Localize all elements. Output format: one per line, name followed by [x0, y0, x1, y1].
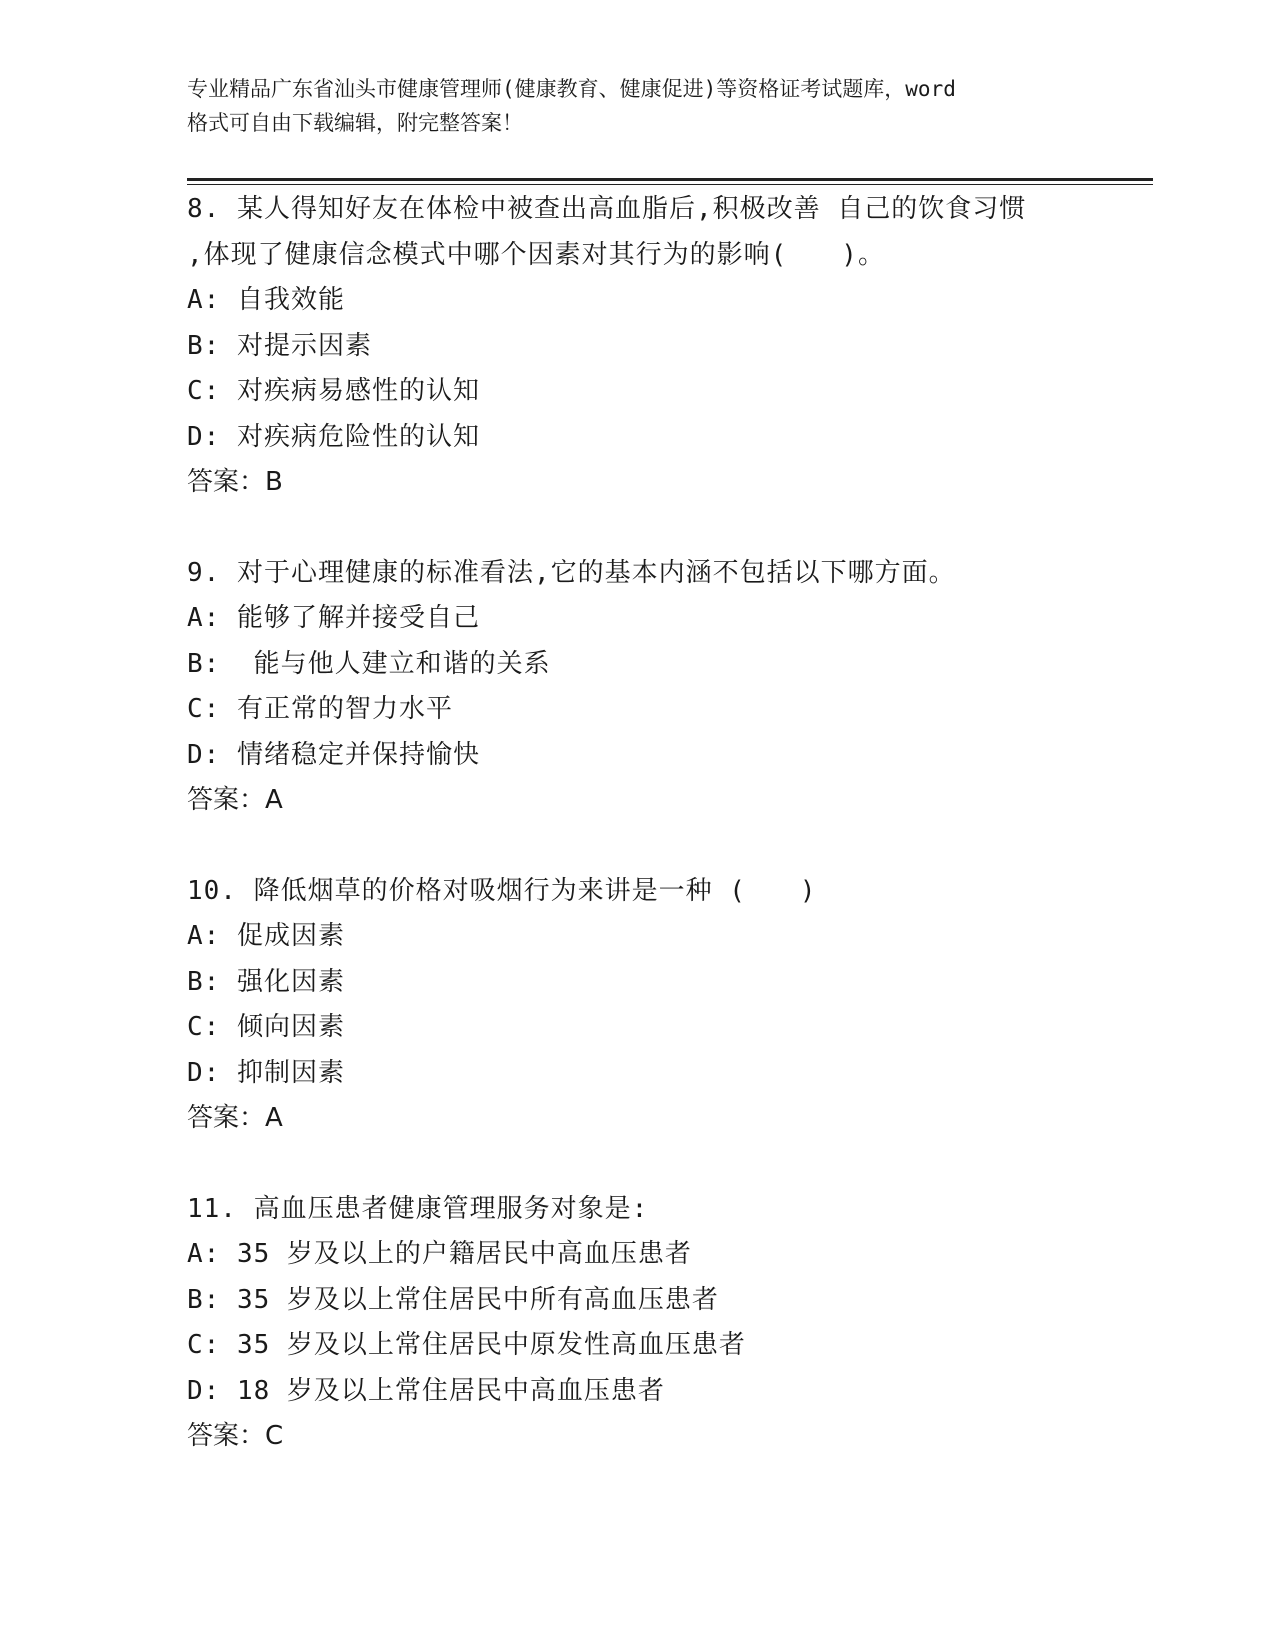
question-stem: ,体现了健康信念模式中哪个因素对其行为的影响( )。	[187, 239, 885, 270]
option-b: B: 强化因素	[187, 966, 345, 997]
option-c: C: 倾向因素	[187, 1012, 345, 1042]
option-c: C: 35 岁及以上常住居民中原发性高血压患者	[187, 1330, 746, 1360]
option-d: D: 情绪稳定并保持愉快	[187, 739, 480, 770]
option-d: D: 对疾病危险性的认知	[187, 421, 480, 452]
option-a: A: 35 岁及以上的户籍居民中高血压患者	[187, 1239, 692, 1269]
option-c: C: 有正常的智力水平	[187, 694, 453, 724]
option-d: D: 18 岁及以上常住居民中高血压患者	[187, 1375, 665, 1406]
question-11	[187, 1187, 1087, 1460]
question-stem: 11. 高血压患者健康管理服务对象是:	[187, 1193, 649, 1224]
question-stem: 8. 某人得知好友在体检中被查出高血脂后,积极改善 自己的饮食习惯	[187, 194, 1027, 224]
header-rule-thin	[187, 184, 1153, 185]
option-d: D: 抑制因素	[187, 1057, 345, 1088]
option-b: B: 能与他人建立和谐的关系	[187, 648, 551, 679]
answer-label: 答案：B	[187, 467, 283, 497]
option-a: A: 能够了解并接受自己	[187, 603, 480, 633]
question-stem: 10. 降低烟草的价格对吸烟行为来讲是一种 ( )	[187, 875, 817, 906]
question-9	[187, 551, 1087, 824]
question-8	[187, 187, 1087, 506]
header-line-1: 专业精品广东省汕头市健康管理师(健康教育、健康促进)等资格证考试题库，word	[187, 77, 956, 101]
option-a: A: 促成因素	[187, 921, 345, 951]
question-stem: 9. 对于心理健康的标准看法,它的基本内涵不包括以下哪方面。	[187, 557, 956, 588]
answer-label: 答案：A	[187, 785, 283, 815]
document-header	[187, 72, 1087, 140]
question-list	[187, 187, 1087, 1505]
option-b: B: 对提示因素	[187, 330, 372, 361]
option-c: C: 对疾病易感性的认知	[187, 376, 480, 406]
answer-label: 答案：C	[187, 1421, 284, 1451]
answer-label: 答案：A	[187, 1103, 283, 1133]
header-line-2: 格式可自由下载编辑，附完整答案！	[187, 111, 523, 135]
option-a: A: 自我效能	[187, 285, 345, 315]
question-10	[187, 869, 1087, 1142]
header-rule-thick	[187, 178, 1153, 181]
option-b: B: 35 岁及以上常住居民中所有高血压患者	[187, 1284, 719, 1315]
